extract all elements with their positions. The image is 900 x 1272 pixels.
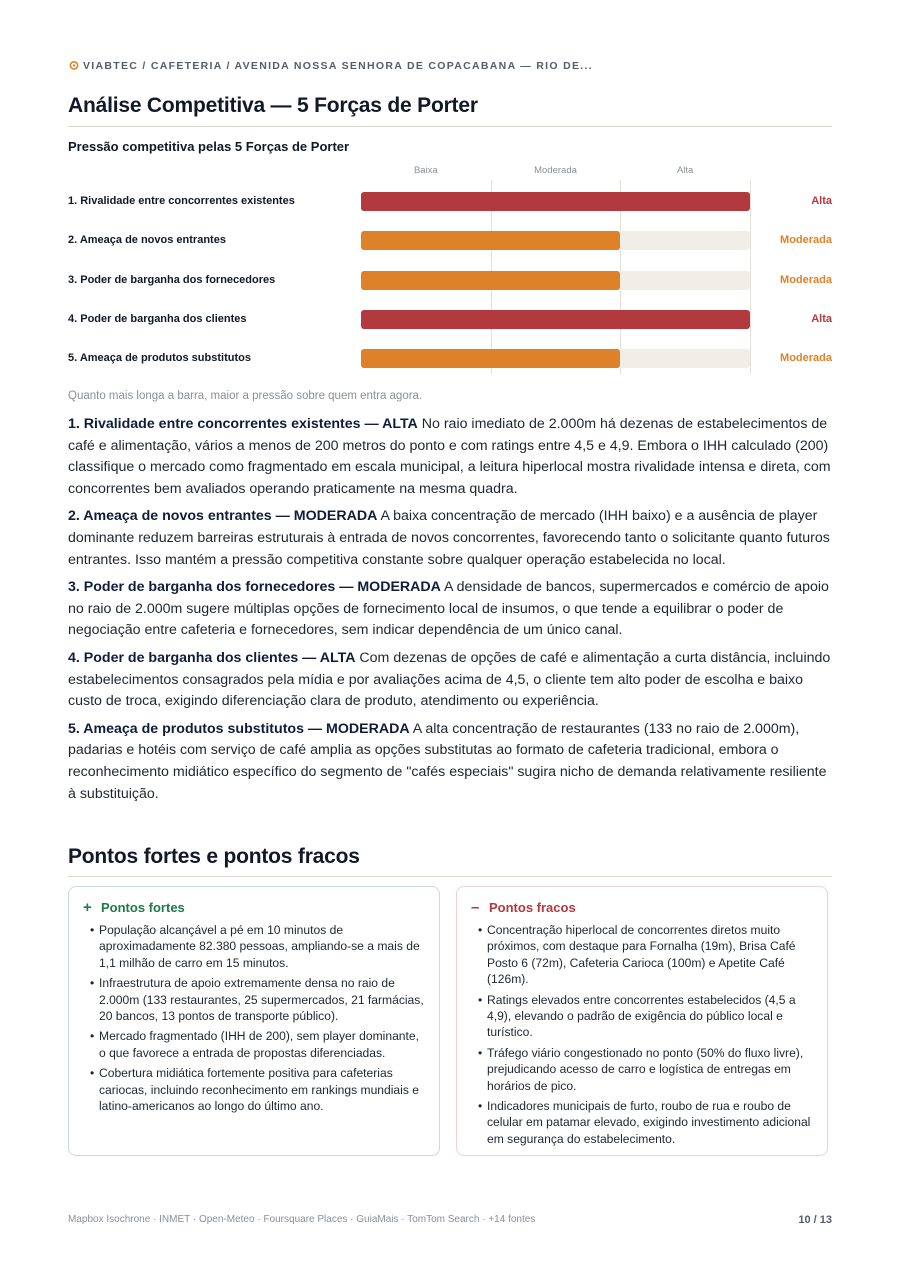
- force-label: 4. Poder de barganha dos clientes: [68, 312, 247, 325]
- force-paragraph-lead: 5. Ameaça de produtos substitutos — MODERADA: [68, 720, 410, 737]
- weaknesses-list: [471, 922, 813, 1147]
- list-item: • Mercado fragmentado (IHH de 200), sem player dominante, o que favorece a entrada de propostas diferenciadas.: [99, 1028, 425, 1061]
- force-label: 5. Ameaça de produtos substitutos: [68, 352, 251, 365]
- list-item: • População alcançável a pé em 10 minutos de aproximadamente 82.380 pessoas, ampliando-se a mais de 1,1 milhão de carro em 15 minutos.: [99, 922, 425, 971]
- footer-sources: Mapbox Isochrone · INMET · Open-Meteo · Foursquare Places · GuiaMais · TomTom Search · +14 fontes: [68, 1214, 536, 1225]
- force-paragraph-text: A baixa concentração de mercado (IHH baixo) e a ausência de player dominante reduzem barreiras estruturais à entrada de novos concorrentes, favorecendo tanto o solicitante quanto futuros entrantes. Isso mantém a pressão competitiva constante sobre qualquer operação estabelecida no local.: [68, 508, 830, 568]
- bar-fill: [361, 349, 620, 368]
- swot-title-divider: [68, 876, 832, 877]
- bar-fill: [361, 192, 750, 211]
- porter-title-divider: [68, 126, 832, 127]
- force-label: 2. Ameaça de novos entrantes: [68, 234, 226, 247]
- swot-section-title: Pontos fortes e pontos fracos: [68, 845, 360, 868]
- bar-track: [361, 231, 750, 250]
- forces-analysis: [68, 414, 832, 811]
- list-item: • Indicadores municipais de furto, roubo de rua e roubo de celular em patamar elevado, exigindo investimento adicional em segurança do estabelecimento.: [487, 1098, 813, 1147]
- force-paragraph: [68, 577, 832, 642]
- force-paragraph-text: No raio imediato de 2.000m há dezenas de estabelecimentos de café e alimentação, vários a menos de 200 metros do ponto e com ratings entre 4,5 e 4,9. Embora o IHH calculado (200) classifique o mercado como fragmentado em escala municipal, a leitura hiperlocal mostra rivalidade intensa e direta, com concorrentes bem avaliados operando praticamente na mesma quadra.: [68, 416, 831, 497]
- bar-fill: [361, 271, 620, 290]
- breadcrumb-text: VIABTEC / CAFETERIA / AVENIDA NOSSA SENHORA DE COPACABANA — RIO DE...: [83, 60, 593, 72]
- chart-title: Pressão competitiva pelas 5 Forças de Porter: [68, 139, 350, 154]
- page-footer: [68, 1214, 832, 1226]
- strengths-title: Pontos fortes: [101, 900, 185, 915]
- weaknesses-title: Pontos fracos: [489, 900, 576, 915]
- breadcrumb: [68, 58, 832, 74]
- report-page: [68, 0, 832, 1272]
- force-paragraph-lead: 3. Poder de barganha dos fornecedores — MODERADA: [68, 579, 441, 596]
- list-item: • Concentração hiperlocal de concorrentes diretos muito próximos, com destaque para Fornalha (19m), Brisa Café Posto 6 (72m), Cafeteria Carioca (100m) e Apetite Café (126m).: [487, 922, 813, 988]
- gridline-3: [750, 180, 751, 374]
- page-number: 10 / 13: [798, 1214, 832, 1226]
- scale-label-1: Baixa: [413, 165, 438, 176]
- list-item: • Ratings elevados entre concorrentes estabelecidos (4,5 a 4,9), elevando o padrão de exigência do público local e turístico.: [487, 992, 813, 1041]
- force-paragraph-lead: 1. Rivalidade entre concorrentes existentes — ALTA: [68, 416, 418, 432]
- force-label: 3. Poder de barganha dos fornecedores: [68, 273, 276, 286]
- pressure-level: Moderada: [780, 352, 832, 365]
- force-paragraph-lead: 2. Ameaça de novos entrantes — MODERADA: [68, 508, 378, 525]
- bar-track: [361, 310, 750, 329]
- pressure-level: Alta: [811, 312, 832, 325]
- force-paragraph-lead: 4. Poder de barganha dos clientes — ALTA: [68, 649, 356, 666]
- force-paragraph-text: A densidade de bancos, supermercados e comércio de apoio no raio de 2.000m sugere múltiplas opções de fornecimento local de insumos, o que tende a equilibrar o poder de negociação entre cafeteria e fornecedores, sem indicar dependência de um único canal.: [68, 579, 829, 639]
- force-paragraph-text: A alta concentração de restaurantes (133 no raio de 2.000m), padarias e hotéis com serviço de café amplia as opções substitutas ao formato de cafeteria tradicional, embora o reconhecimento midiático específico do segmento de "cafés especiais" sugira nicho de demanda relativamente resiliente à substituição.: [68, 720, 827, 802]
- minus-icon: –: [471, 899, 480, 916]
- weaknesses-header: [471, 899, 813, 916]
- force-label: 1. Rivalidade entre concorrentes existentes: [68, 195, 295, 207]
- pressure-level: Moderada: [780, 273, 832, 286]
- scale-label-2: Moderada: [534, 165, 577, 176]
- bar-fill: [361, 231, 620, 250]
- list-item: • Tráfego viário congestionado no ponto (50% do fluxo livre), prejudicando acesso de carro e logística de entregas em horários de pico.: [487, 1045, 813, 1094]
- weaknesses-card: [456, 886, 828, 1156]
- bar-fill: [361, 310, 750, 329]
- bar-track: [361, 349, 750, 368]
- force-paragraph: [68, 506, 832, 571]
- force-paragraph: [68, 719, 832, 805]
- force-paragraph: [68, 414, 832, 500]
- strengths-list: [83, 922, 425, 1114]
- scale-label-3: Alta: [676, 165, 694, 176]
- force-paragraph: [68, 648, 832, 713]
- porter-section-title: Análise Competitiva — 5 Forças de Porter: [68, 94, 478, 117]
- strengths-card: [68, 886, 440, 1156]
- pressure-level: Alta: [811, 195, 832, 207]
- bar-track: [361, 271, 750, 290]
- bar-track: [361, 192, 750, 211]
- location-pin-icon: [68, 60, 80, 72]
- pressure-level: Moderada: [780, 234, 832, 247]
- force-paragraph-text: Com dezenas de opções de café e alimentação a curta distância, incluindo estabelecimentos consagrados pela mídia e por avaliações acima de 4,5, o cliente tem alto poder de escolha e baixo custo de troca, exigindo diferenciação clara de produto, atendimento ou experiência.: [68, 649, 831, 710]
- chart-note: Quanto mais longa a barra, maior a pressão sobre quem entra agora.: [68, 390, 423, 402]
- strengths-header: [83, 899, 425, 916]
- list-item: • Cobertura midiática fortemente positiva para cafeterias cariocas, incluindo reconhecimento em rankings mundiais e latino-americanos ao longo do último ano.: [99, 1065, 425, 1114]
- plus-icon: +: [83, 899, 92, 916]
- list-item: • Infraestrutura de apoio extremamente densa no raio de 2.000m (133 restaurantes, 25 supermercados, 21 farmácias, 20 bancos, 13 pontos de transporte público).: [99, 975, 425, 1024]
